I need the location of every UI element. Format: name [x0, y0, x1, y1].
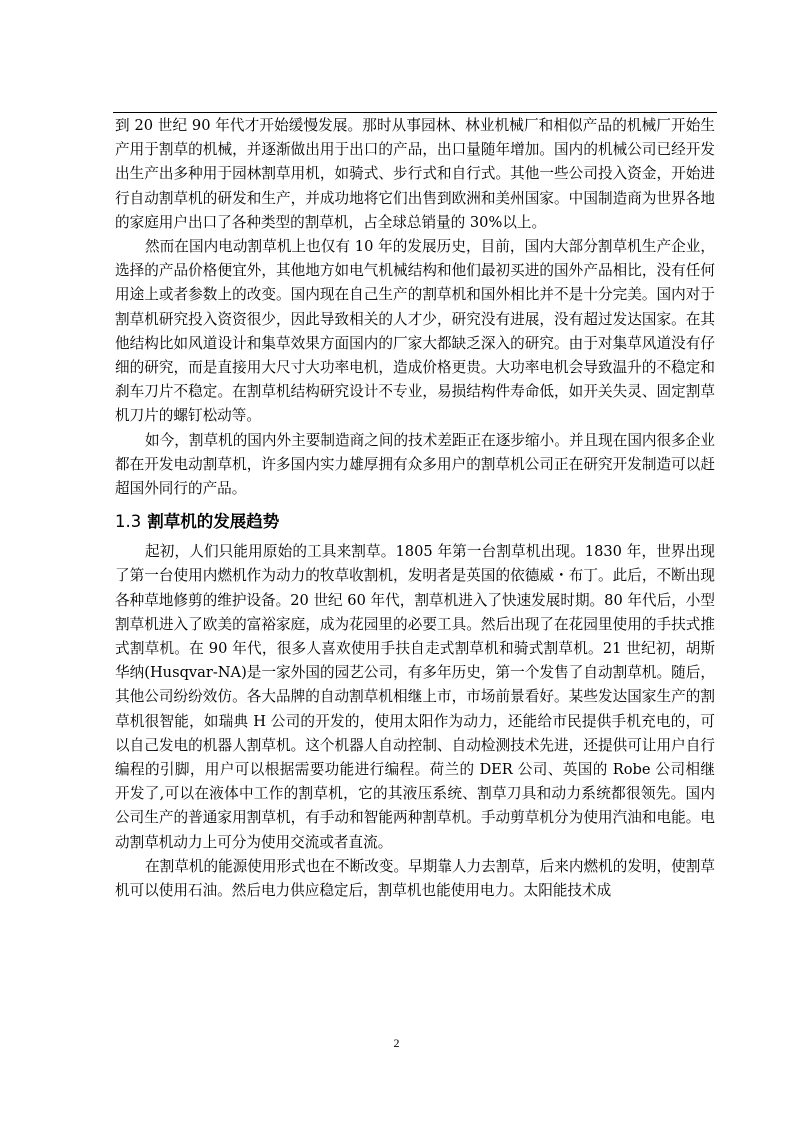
paragraph-domestic-status: 然而在国内电动割草机上也仅有 10 年的发展历史，目前，国内大部分割草机生产企业，选择的产品价格便宜外，其他地方如电气机械结构和他们最初买进的国外产品相比，没有任何用途上或者参数上的改变。国内现在自己生产的割草机和国外相比并不是十分完美。国内对于割草机研究投入资资很少，因此导致相关的人才少，研究没有进展，没有超过发达国家。在其他结构比如风道设计和集草效果方面国内的厂家大都缺乏深入的研究。由于对集草风道没有仔细的研究，而是直接用大尺寸大功率电机，造成价格更贵。大功率电机会导致温升的不稳定和刹车刀片不稳定。在割草机结构研究设计不专业，易损结构件寿命低，如开关失灵、固定割草机刀片的螺钉松动等。 — [115, 238, 715, 425]
section-heading — [115, 510, 715, 534]
paragraph-energy-forms: 在割草机的能源使用形式也在不断改变。早期靠人力去割草，后来内燃机的发明，使割草机可以使用石油。然后电力供应稳定后，割草机也能使用电力。太阳能技术成 — [115, 857, 715, 900]
paragraph-history-continued: 到 20 世纪 90 年代才开始缓慢发展。那时从事园林、林业机械厂和相似产品的机械厂开始生产用于割草的机械，并逐渐做出用于出口的产品，出口量随年增加。国内的机械公司已经开发出生产出多种用于园林割草用机，如骑式、步行式和自行式。其他一些公司投入资金，开始进行自动割草机的研发和生产，并成功地将它们出售到欧洲和美州国家。中国制造商为世界各地的家庭用户出口了各种类型的割草机，占全球总销量的 30%以上。 — [115, 117, 715, 231]
header-rule — [113, 112, 717, 113]
section-title: 割草机的发展趋势 — [147, 512, 280, 532]
paragraph-development-history: 起初，人们只能用原始的工具来割草。1805 年第一台割草机出现。1830 年，世界出现了第一台使用内燃机作为动力的牧草收割机，发明者是英国的依德威・布丁。此后，不断出现各种草地修剪的维护设备。20 世纪 60 年代，割草机进入了快速发展时期。80 年代后，小型割草机进入了欧美的富裕家庭，成为花园里的必要工具。然后出现了在花园里使用的手扶式推式割草机。在 90 年代，很多人喜欢使用手扶自走式割草机和骑式割草机。21 世纪初，胡斯华纳(Husqvar-NA)是一家外国的园艺公司，有多年历史，第一个发售了自动割草机。随后，其他公司纷纷效仿。各大品牌的自动割草机相继上市，市场前景看好。某些发达国家生产的割草机很智能，如瑞典 H 公司的开发的，使用太阳作为动力，还能给市民提供手机充电的，可以自己发电的机器人割草机。这个机器人自动控制、自动检测技术先进，还提供可让用户自行编程的引脚，用户可以根据需要功能进行编程。荷兰的 DER 公司、英国的 Robe 公司相继开发了,可以在液体中工作的割草机，它的其液压系统、割草刀具和动力系统都很领先。国内公司生产的普通家用割草机，有手动和智能两种割草机。手动剪草机分为使用汽油和电能。电动割草机动力上可分为使用交流或者直流。 — [115, 543, 715, 851]
section-number: 1.3 — [115, 512, 142, 532]
paragraph-gap-narrowing: 如今，割草机的国内外主要制造商之间的技术差距正在逐步缩小。并且现在国内很多企业都在开发电动割草机，许多国内实力雄厚拥有众多用户的割草机公司正在研究开发制造可以赶超国外同行的产品。 — [115, 431, 715, 498]
body-text — [115, 114, 715, 903]
page-number: 2 — [393, 1036, 400, 1050]
